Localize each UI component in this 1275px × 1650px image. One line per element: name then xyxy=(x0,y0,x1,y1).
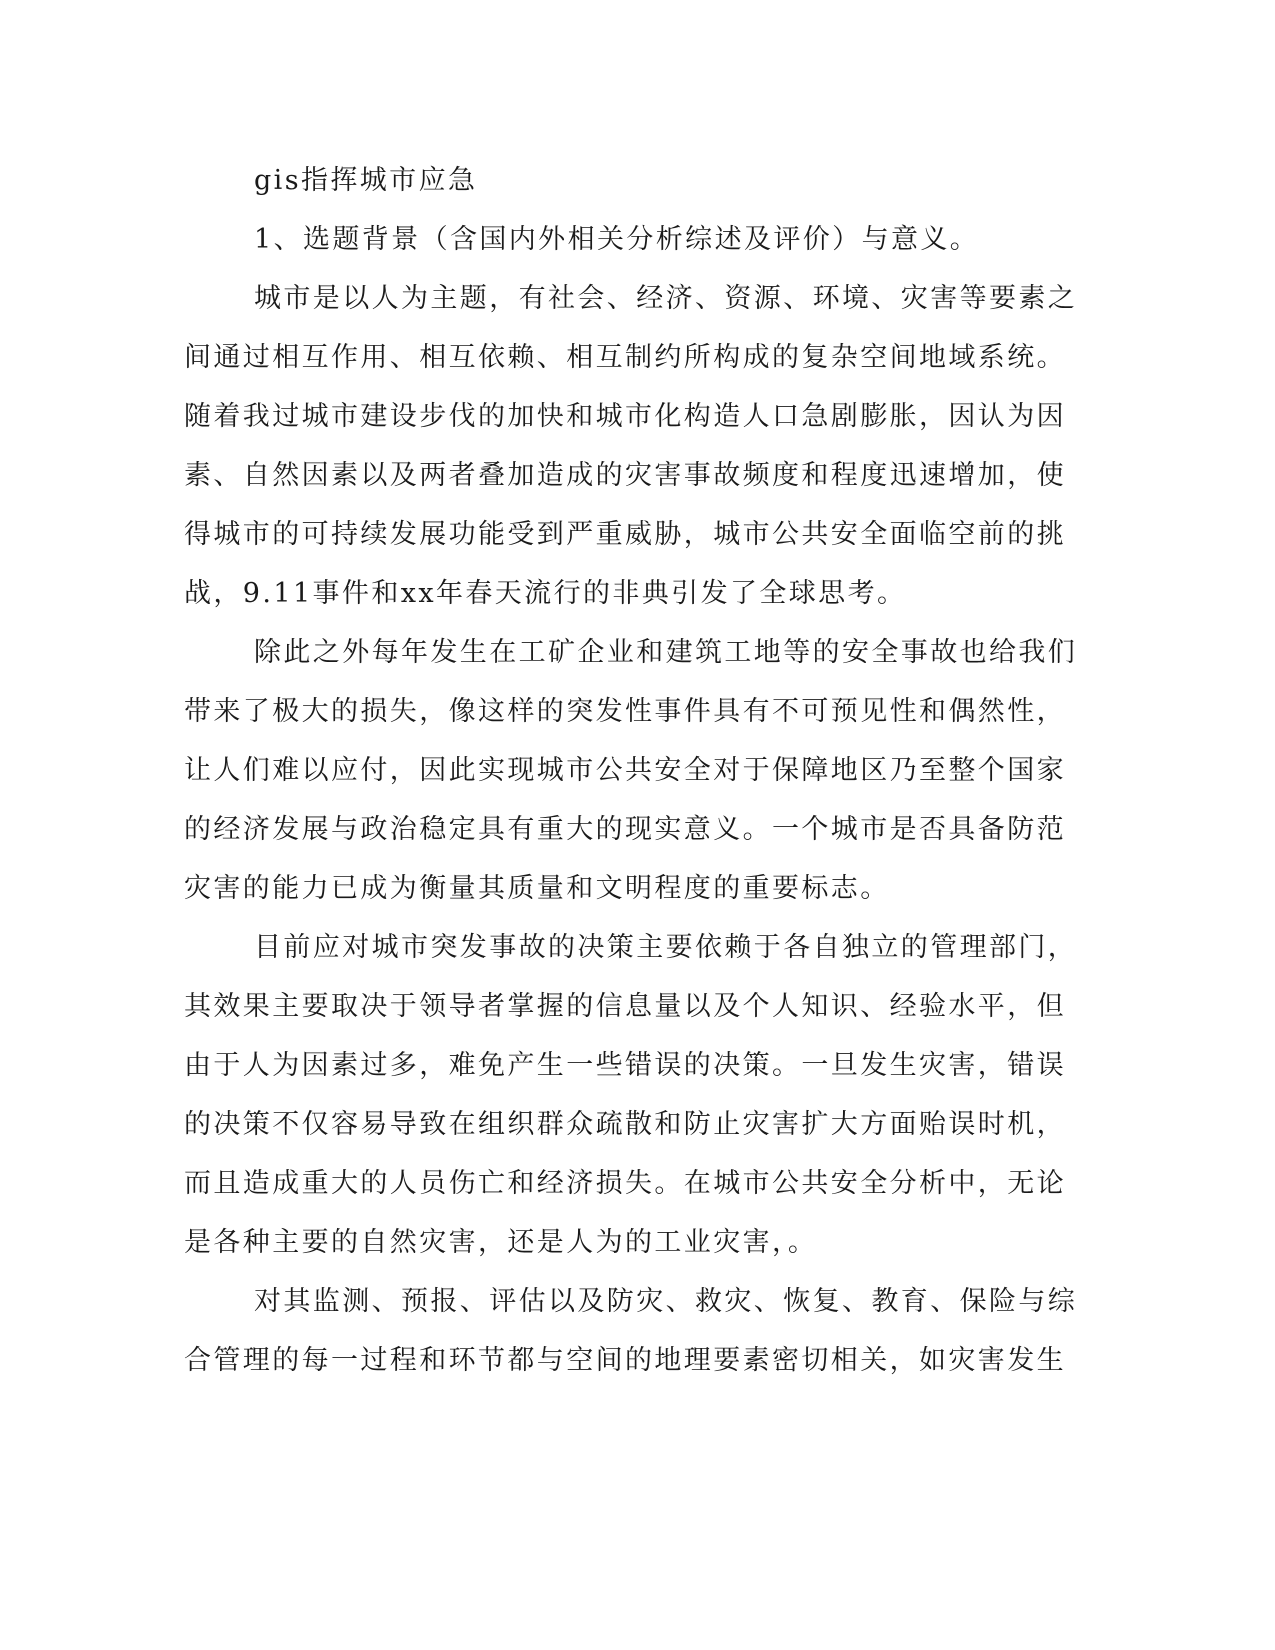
paragraph-line: 目前应对城市突发事故的决策主要依赖于各自独立的管理部门， xyxy=(254,932,1078,963)
paragraph-line: 是各种主要的自然灾害，还是人为的工业灾害，。 xyxy=(184,1227,818,1258)
paragraph-line: 城市是以人为主题，有社会、经济、资源、环境、灾害等要素之 xyxy=(254,283,1078,314)
section-heading: 1、选题背景（含国内外相关分析综述及评价）与意义。 xyxy=(254,224,980,255)
paragraph-line: 除此之外每年发生在工矿企业和建筑工地等的安全事故也给我们 xyxy=(254,637,1078,668)
paragraph-line: 合管理的每一过程和环节都与空间的地理要素密切相关，如灾害发生 xyxy=(184,1345,1066,1376)
paragraph-line: 的经济发展与政治稳定具有重大的现实意义。一个城市是否具备防范 xyxy=(184,814,1066,845)
document-title: gis指挥城市应急 xyxy=(254,165,478,196)
paragraph-line: 让人们难以应付，因此实现城市公共安全对于保障地区乃至整个国家 xyxy=(184,755,1066,786)
paragraph-line: 素、自然因素以及两者叠加造成的灾害事故频度和程度迅速增加，使 xyxy=(184,460,1066,491)
paragraph-line: 随着我过城市建设步伐的加快和城市化构造人口急剧膨胀，因认为因 xyxy=(184,401,1066,432)
paragraph-line: 间通过相互作用、相互依赖、相互制约所构成的复杂空间地域系统。 xyxy=(184,342,1066,373)
paragraph-line: 其效果主要取决于领导者掌握的信息量以及个人知识、经验水平，但 xyxy=(184,991,1066,1022)
paragraph-line: 由于人为因素过多，难免产生一些错误的决策。一旦发生灾害，错误 xyxy=(184,1050,1066,1081)
paragraph-line: 对其监测、预报、评估以及防灾、救灾、恢复、教育、保险与综 xyxy=(254,1286,1078,1317)
paragraph-line: 的决策不仅容易导致在组织群众疏散和防止灾害扩大方面贻误时机， xyxy=(184,1109,1066,1140)
paragraph-line: 战，9.11事件和xx年春天流行的非典引发了全球思考。 xyxy=(184,578,907,609)
paragraph-line: 灾害的能力已成为衡量其质量和文明程度的重要标志。 xyxy=(184,873,890,904)
paragraph-line: 而且造成重大的人员伤亡和经济损失。在城市公共安全分析中，无论 xyxy=(184,1168,1066,1199)
paragraph-line: 得城市的可持续发展功能受到严重威胁，城市公共安全面临空前的挑 xyxy=(184,519,1066,550)
paragraph-line: 带来了极大的损失，像这样的突发性事件具有不可预见性和偶然性， xyxy=(184,696,1066,727)
